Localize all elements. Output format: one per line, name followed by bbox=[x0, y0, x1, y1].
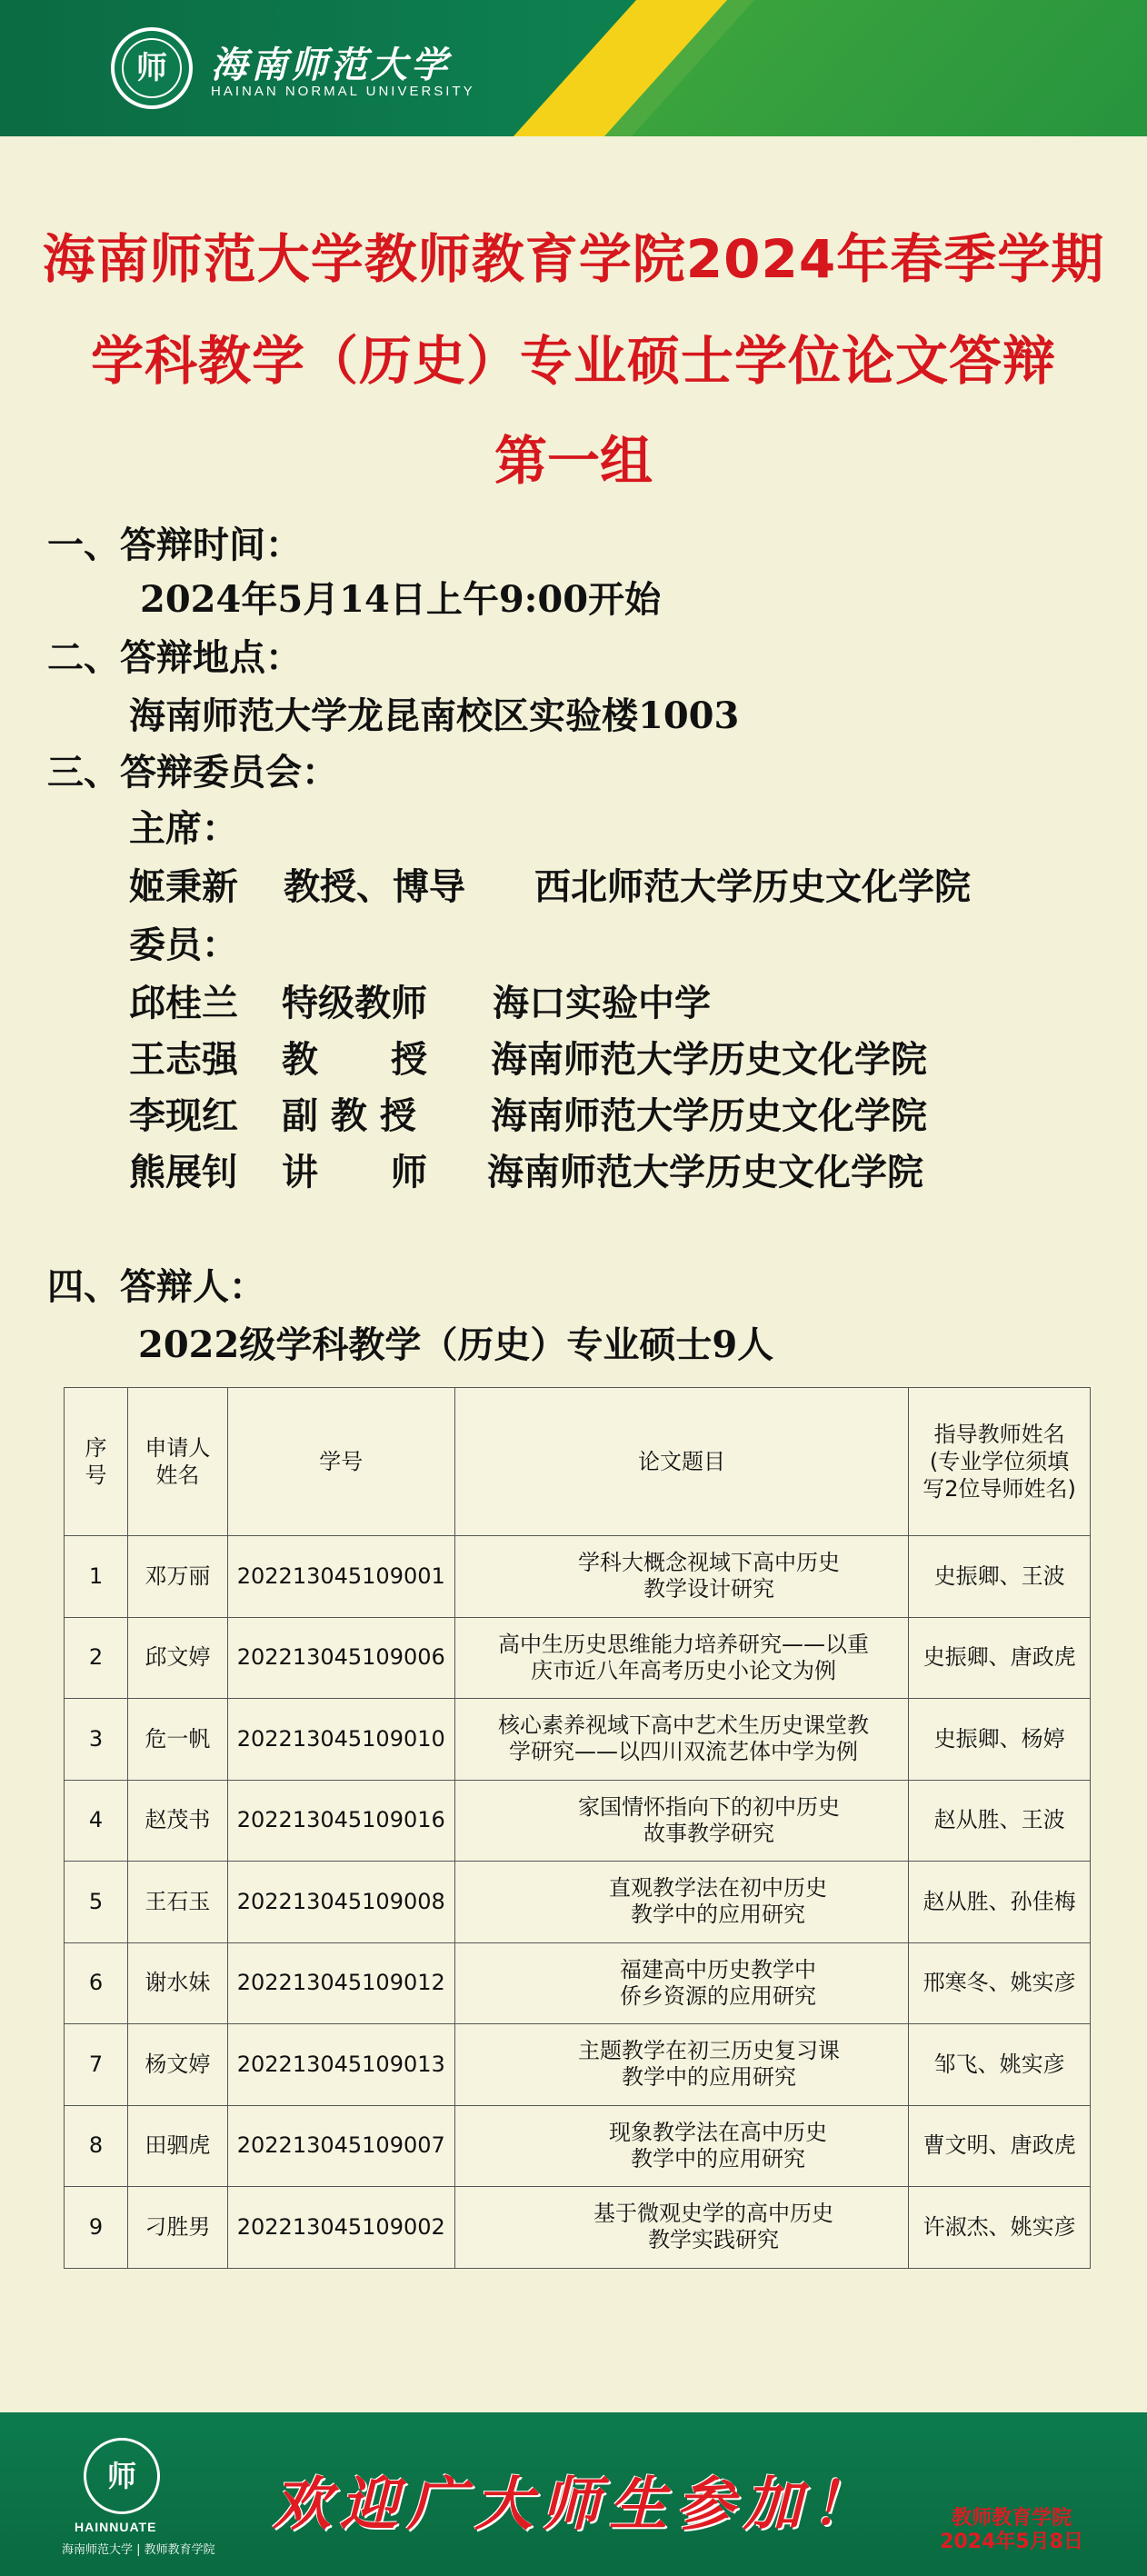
topic-line: 教学实践研究 bbox=[647, 2227, 779, 2253]
topic-line: 高中生历史思维能力培养研究——以重 bbox=[497, 1631, 869, 1657]
cell-name: 谢水妹 bbox=[127, 1942, 227, 2024]
chair-label: 主席： bbox=[129, 808, 238, 850]
table-row bbox=[65, 2105, 1091, 2187]
university-logo bbox=[111, 27, 193, 109]
title-line-3: 第一组 bbox=[494, 430, 653, 492]
header-banner bbox=[0, 0, 1147, 136]
table-row bbox=[65, 1617, 1091, 1699]
table-row bbox=[65, 1942, 1091, 2024]
place-label: 二、答辩地点： bbox=[47, 637, 302, 679]
cell-id: 202213045109006 bbox=[227, 1617, 454, 1699]
cell-topic bbox=[454, 2024, 908, 2106]
topic-line: 教学中的应用研究 bbox=[621, 2064, 796, 2091]
cell-seq: 4 bbox=[65, 1780, 128, 1862]
chair-org: 西北师范大学历史文化学院 bbox=[534, 866, 971, 908]
cell-advisor: 史振卿、唐政虎 bbox=[909, 1617, 1091, 1699]
table-row bbox=[65, 1862, 1091, 1943]
defenders-value: 2022级学科教学（历史）专业硕士9人 bbox=[138, 1323, 774, 1366]
table-row bbox=[65, 2187, 1091, 2269]
cell-advisor: 邢寒冬、姚实彦 bbox=[909, 1942, 1091, 2024]
table-row bbox=[65, 2024, 1091, 2106]
header-seq-line: 序 bbox=[85, 1435, 107, 1461]
member-name: 邱桂兰 bbox=[129, 983, 238, 1024]
topic-line: 福建高中历史教学中 bbox=[619, 1956, 816, 1982]
footer-banner bbox=[0, 2412, 1147, 2576]
cell-topic bbox=[454, 1536, 908, 1618]
cell-name: 邱文婷 bbox=[127, 1617, 227, 1699]
title-line-2: 学科教学（历史）专业硕士学位论文答辩 bbox=[90, 330, 1056, 392]
cell-id: 202213045109007 bbox=[227, 2105, 454, 2187]
topic-line: 学科大概念视域下高中历史 bbox=[577, 1550, 840, 1576]
cell-name: 田驷虎 bbox=[127, 2105, 227, 2187]
cell-id: 202213045109002 bbox=[227, 2187, 454, 2269]
member-name: 熊展钊 bbox=[129, 1152, 238, 1193]
cell-topic bbox=[454, 1862, 908, 1943]
title-line-1: 海南师范大学教师教育学院2024年春季学期 bbox=[42, 228, 1105, 290]
cell-seq: 8 bbox=[65, 2105, 128, 2187]
issuer-org: 教师教育学院 bbox=[952, 2507, 1072, 2530]
cell-advisor: 史振卿、杨婷 bbox=[909, 1699, 1091, 1781]
cell-advisor: 许淑杰、姚实彦 bbox=[909, 2187, 1091, 2269]
cell-topic bbox=[454, 1942, 908, 2024]
welcome-slogan: 欢迎广大师生参加！ bbox=[273, 2471, 878, 2539]
cell-seq: 1 bbox=[65, 1536, 128, 1618]
member-name: 王志强 bbox=[129, 1039, 238, 1081]
topic-line: 直观教学法在初中历史 bbox=[608, 1875, 827, 1902]
cell-id: 202213045109012 bbox=[227, 1942, 454, 2024]
cell-topic bbox=[454, 1780, 908, 1862]
table-header-row bbox=[65, 1388, 1091, 1536]
topic-line: 现象教学法在高中历史 bbox=[608, 2119, 827, 2145]
member-org: 海口实验中学 bbox=[493, 983, 711, 1024]
cell-id: 202213045109008 bbox=[227, 1862, 454, 1943]
header-advisor-line: (专业学位须填 bbox=[929, 1449, 1070, 1474]
cell-topic bbox=[454, 1699, 908, 1781]
time-label: 一、答辩时间： bbox=[47, 524, 302, 566]
member-org: 海南师范大学历史文化学院 bbox=[491, 1095, 927, 1137]
member-title: 教 授 bbox=[282, 1039, 427, 1081]
chair-name: 姬秉新 bbox=[129, 866, 238, 908]
cell-name: 危一帆 bbox=[127, 1699, 227, 1781]
member-title: 副 教 授 bbox=[282, 1095, 416, 1137]
cell-id: 202213045109001 bbox=[227, 1536, 454, 1618]
topic-line: 教学中的应用研究 bbox=[630, 1902, 805, 1928]
topic-line: 主题教学在初三历史复习课 bbox=[577, 2038, 840, 2064]
header-name bbox=[127, 1388, 227, 1536]
cell-seq: 2 bbox=[65, 1617, 128, 1699]
cell-seq: 5 bbox=[65, 1862, 128, 1943]
chair-title: 教授、博导 bbox=[284, 866, 465, 908]
cell-seq: 6 bbox=[65, 1942, 128, 2024]
topic-line: 核心素养视域下高中艺术生历史课堂教 bbox=[497, 1712, 869, 1739]
cell-id: 202213045109013 bbox=[227, 2024, 454, 2106]
members-label: 委员： bbox=[129, 924, 238, 966]
cell-name: 王石玉 bbox=[127, 1862, 227, 1943]
cell-name: 刁胜男 bbox=[127, 2187, 227, 2269]
member-title: 讲 师 bbox=[282, 1152, 427, 1193]
cell-seq: 7 bbox=[65, 2024, 128, 2106]
topic-line: 庆市近八年高考历史小论文为例 bbox=[530, 1657, 836, 1683]
cell-advisor: 史振卿、王波 bbox=[909, 1536, 1091, 1618]
college-logo-cn: 海南师范大学 | 教师教育学院 bbox=[62, 2543, 215, 2557]
committee-label: 三、答辩委员会： bbox=[47, 752, 338, 794]
university-name-cn: 海南师范大学 bbox=[211, 44, 451, 86]
member-org: 海南师范大学历史文化学院 bbox=[487, 1152, 923, 1193]
issuer-block bbox=[940, 2507, 1083, 2555]
cell-seq: 3 bbox=[65, 1699, 128, 1781]
header-advisor-line: 指导教师姓名 bbox=[933, 1422, 1065, 1447]
cell-topic bbox=[454, 2187, 908, 2269]
header-advisor bbox=[909, 1388, 1091, 1536]
cell-topic bbox=[454, 2105, 908, 2187]
cell-advisor: 邹飞、姚实彦 bbox=[909, 2024, 1091, 2106]
cell-name: 赵茂书 bbox=[127, 1780, 227, 1862]
defenders-label: 四、答辩人： bbox=[47, 1266, 265, 1308]
topic-line: 教学设计研究 bbox=[643, 1576, 774, 1603]
header-name-line: 申请人 bbox=[145, 1435, 211, 1461]
cell-advisor: 赵从胜、王波 bbox=[909, 1780, 1091, 1862]
header-name-line: 姓名 bbox=[155, 1463, 200, 1488]
topic-line: 基于微观史学的高中历史 bbox=[593, 2201, 833, 2227]
header-seq-line: 号 bbox=[85, 1463, 107, 1488]
cell-name: 邓万丽 bbox=[127, 1536, 227, 1618]
topic-line: 侨乡资源的应用研究 bbox=[619, 1982, 816, 2009]
cell-name: 杨文婷 bbox=[127, 2024, 227, 2106]
header-advisor-line: 写2位导师姓名) bbox=[923, 1476, 1076, 1502]
table-row bbox=[65, 1536, 1091, 1618]
header-topic: 论文题目 bbox=[454, 1388, 908, 1536]
college-logo-icon: 师 bbox=[84, 2438, 160, 2514]
topic-line: 教学中的应用研究 bbox=[630, 2145, 805, 2172]
cell-id: 202213045109016 bbox=[227, 1780, 454, 1862]
member-org: 海南师范大学历史文化学院 bbox=[491, 1039, 927, 1081]
cell-advisor: 曹文明、唐政虎 bbox=[909, 2105, 1091, 2187]
topic-line: 家国情怀指向下的初中历史 bbox=[577, 1793, 840, 1820]
header-id: 学号 bbox=[227, 1388, 454, 1536]
topic-line: 故事教学研究 bbox=[643, 1820, 774, 1846]
cell-id: 202213045109010 bbox=[227, 1699, 454, 1781]
member-name: 李现红 bbox=[129, 1095, 238, 1137]
time-value: 2024年5月14日上午9:00开始 bbox=[140, 578, 662, 621]
cell-seq: 9 bbox=[65, 2187, 128, 2269]
table-row bbox=[65, 1699, 1091, 1781]
university-name-en: HAINAN NORMAL UNIVERSITY bbox=[211, 84, 475, 99]
issue-date: 2024年5月8日 bbox=[940, 2531, 1083, 2554]
cell-advisor: 赵从胜、孙佳梅 bbox=[909, 1862, 1091, 1943]
topic-line: 学研究——以四川双流艺体中学为例 bbox=[508, 1739, 858, 1765]
header-seq bbox=[65, 1388, 128, 1536]
logo-emblem-icon: 师 bbox=[122, 38, 182, 98]
cell-topic bbox=[454, 1617, 908, 1699]
defense-roster-table bbox=[64, 1387, 1091, 2269]
table-row bbox=[65, 1780, 1091, 1862]
place-value: 海南师范大学龙昆南校区实验楼1003 bbox=[129, 694, 740, 737]
college-logo-en: HAINNUATE bbox=[75, 2520, 157, 2534]
member-title: 特级教师 bbox=[282, 983, 427, 1024]
